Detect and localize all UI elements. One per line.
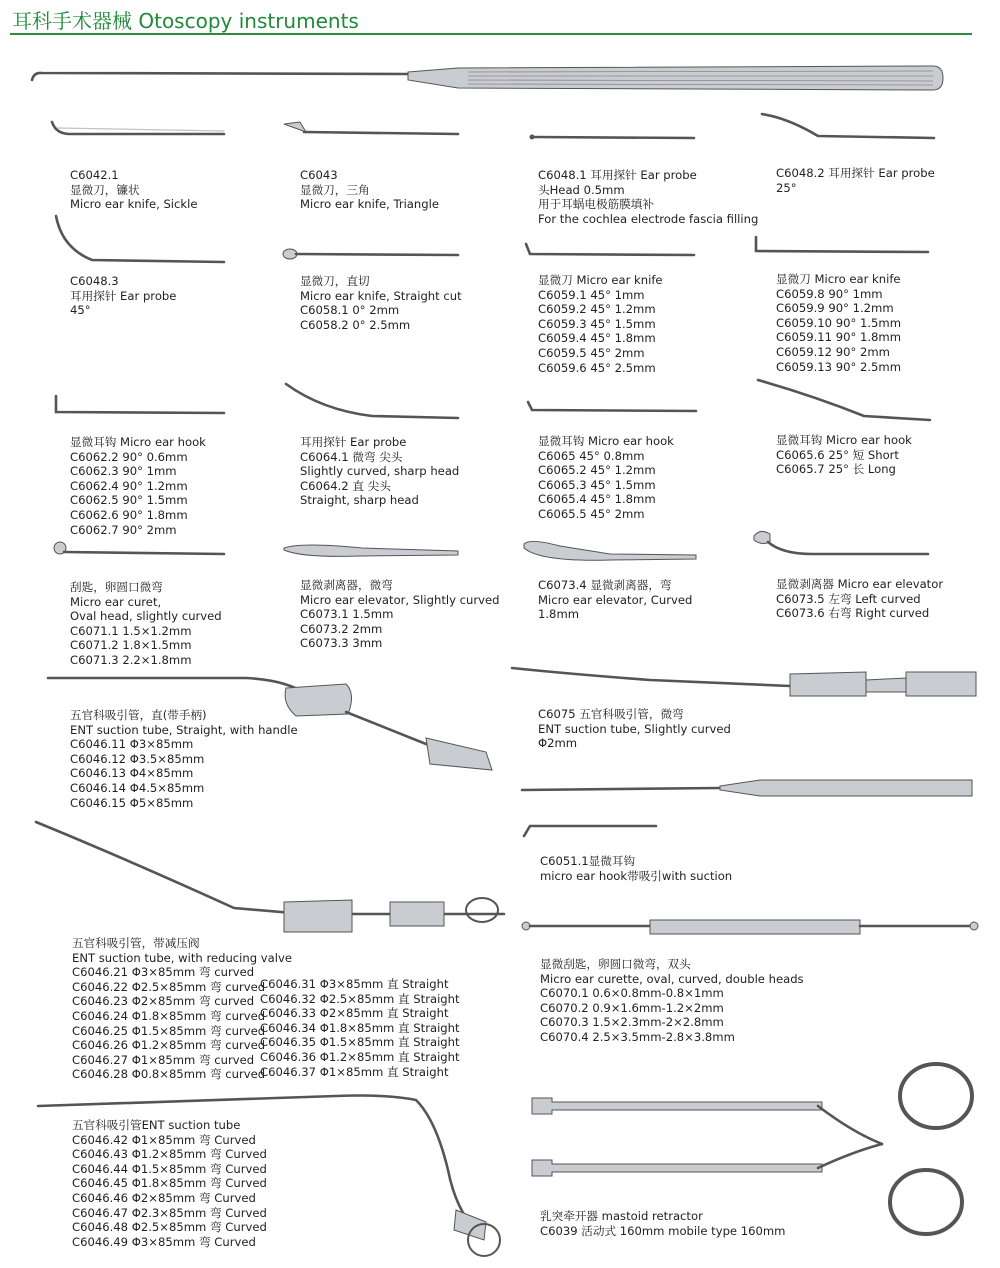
item-c6073-5: 显微剥离器 Micro ear elevator C6073.5 左弯 Left curved C6073.6 右弯 Right curved xyxy=(776,577,944,621)
item-c6071: 刮匙，卵圆口微弯 Micro ear curet, Oval head, slightly curved C6071.1 1.5×1.2mm C6071.2 1.8×1.5mm C6071.3 2.2×1.8mm xyxy=(70,580,222,667)
hook-with-suction-image xyxy=(520,774,980,802)
ear-probe-sharp-image xyxy=(282,380,462,424)
handled-ear-hook-image xyxy=(28,60,948,100)
item-c6042-1: C6042.1 显微刀，镰状 Micro ear knife, Sickle xyxy=(70,168,198,212)
item-c6051-1: C6051.1显微耳钩 micro ear hook带吸引with suction xyxy=(540,854,733,883)
item-c6065: 显微耳钩 Micro ear hook C6065 45° 0.8mm C6065.2 45° 1.2mm C6065.3 45° 1.5mm C6065.4 45° 1.8mm C6065.5 45° 2mm xyxy=(538,434,674,521)
triangle-knife-image xyxy=(282,118,462,144)
item-c6046-3x: C6046.31 Φ3×85mm 直 Straight C6046.32 Φ2.5×85mm 直 Straight C6046.33 Φ2×85mm 直 Straight C6046.34 Φ1.8×85mm 直 Straight C6046.35 Φ1.5×85mm 直 Straight C6046.36 Φ1.2×85mm 直 Straight C6046.37 Φ1×85mm 直 Straight xyxy=(260,977,460,1079)
item-c6059-45: 显微刀 Micro ear knife C6059.1 45° 1mm C6059.2 45° 1.2mm C6059.3 45° 1.5mm C6059.4 45° 1.8mm C6059.5 45° 2mm C6059.6 45° 2.5mm xyxy=(538,273,663,375)
micro-knife-90-image xyxy=(752,235,932,259)
page-title: 耳科手术器械 Otoscopy instruments xyxy=(12,9,359,33)
item-c6073: 显微剥离器，微弯 Micro ear elevator, Slightly curved C6073.1 1.5mm C6073.2 2mm C6073.3 3mm xyxy=(300,578,500,651)
item-c6048-2: C6048.2 耳用探针 Ear probe 25° xyxy=(776,166,935,195)
micro-knife-45-image xyxy=(520,240,698,262)
micro-hook-45-image xyxy=(524,398,700,418)
item-c6062: 显微耳钩 Micro ear hook C6062.2 90° 0.6mm C6062.3 90° 1mm C6062.4 90° 1.2mm C6062.5 90° 1.5mm C6062.6 90° 1.8mm C6062.7 90° 2mm xyxy=(70,435,206,537)
suction-tube-curved-image xyxy=(510,664,980,708)
sickle-knife-image xyxy=(48,118,228,144)
micro-hook-90-image xyxy=(52,394,228,420)
suction-reducing-valve-image xyxy=(34,818,504,938)
micro-curet-image xyxy=(48,540,228,564)
micro-hook-25-image xyxy=(754,376,934,426)
item-c6046-1x: 五官科吸引管，直(带手柄) ENT suction tube, Straight, with handle C6046.11 Φ3×85mm C6046.12 Φ3.5×85mm C6046.13 Φ4×85mm C6046.14 Φ4.5×85mm C6046.15 Φ5×85mm xyxy=(70,708,298,810)
item-c6059-90: 显微刀 Micro ear knife C6059.8 90° 1mm C6059.9 90° 1.2mm C6059.10 90° 1.5mm C6059.11 90° 1.8mm C6059.12 90° 2mm C6059.13 90° 2.5mm xyxy=(776,272,901,374)
ear-probe-05-image xyxy=(528,130,698,144)
straight-cut-knife-image xyxy=(282,245,462,263)
double-head-curette-image xyxy=(520,914,980,940)
item-c6065-25: 显微耳钩 Micro ear hook C6065.6 25° 短 Short C6065.7 25° 长 Long xyxy=(776,433,912,477)
micro-ear-hook-suction-image xyxy=(520,818,660,842)
item-c6048-3: C6048.3 耳用探针 Ear probe 45° xyxy=(70,274,177,318)
item-c6070: 显微刮匙，卵圆口微弯，双头 Micro ear curette, oval, curved, double heads C6070.1 0.6×0.8mm-0.8×1mm C6070.2 0.9×1.6mm-1.2×2mm C6070.3 1.5×2.3mm-2×2.8mm C6070.4 2.5×3.5mm-2.8×3.8mm xyxy=(540,957,804,1044)
item-c6043: C6043 显微刀，三角 Micro ear knife, Triangle xyxy=(300,168,439,212)
item-c6046-4x: 五官科吸引管ENT suction tube C6046.42 Φ1×85mm 弯 Curved C6046.43 Φ1.2×85mm 弯 Curved C6046.44 Φ1.5×85mm 弯 Curved C6046.45 Φ1.8×85mm 弯 Curved C6046.46 Φ2×85mm 弯 Curved C6046.47 Φ2.3×85mm 弯 Curved C6046.48 Φ2.5×85mm 弯 Curved C6046.49 Φ3×85mm 弯 Curved xyxy=(72,1118,267,1249)
item-c6073-4: C6073.4 显微剥离器，弯 Micro ear elevator, Curved 1.8mm xyxy=(538,578,693,622)
elevator-slightly-curved-image xyxy=(282,540,462,562)
item-c6058: 显微刀，直切 Micro ear knife, Straight cut C6058.1 0° 2mm C6058.2 0° 2.5mm xyxy=(300,274,462,332)
item-c6075: C6075 五官科吸引管，微弯 ENT suction tube, Slightly curved Φ2mm xyxy=(538,707,731,751)
elevator-left-right-image xyxy=(752,526,932,566)
item-c6064: 耳用探针 Ear probe C6064.1 微弯 尖头 Slightly curved, sharp head C6064.2 直 尖头 Straight, sharp head xyxy=(300,435,460,508)
title-divider xyxy=(10,33,972,35)
ear-probe-45-image xyxy=(52,212,228,266)
ear-probe-25-image xyxy=(758,110,938,146)
item-c6039: 乳突牵开器 mastoid retractor C6039 活动式 160mm mobile type 160mm xyxy=(540,1209,786,1238)
item-c6046-2x: 五官科吸引管，带减压阀 ENT suction tube, with reducing valve C6046.21 Φ3×85mm 弯 curved C6046.22 Φ2.5×85mm 弯 curved C6046.23 Φ2×85mm 弯 curved C6046.24 Φ1.8×85mm 弯 curved C6046.25 Φ1.5×85mm 弯 curved C6046.26 Φ1.2×85mm 弯 curved C6046.27 Φ1×85mm 弯 curved C6046.28 Φ0.8×85mm 弯 curved xyxy=(72,936,292,1082)
item-c6048-1: C6048.1 耳用探针 Ear probe 头Head 0.5mm 用于耳蜗电极筋膜填补 For the cochlea electrode fascia filling xyxy=(538,168,759,226)
elevator-curved-image xyxy=(520,536,700,566)
